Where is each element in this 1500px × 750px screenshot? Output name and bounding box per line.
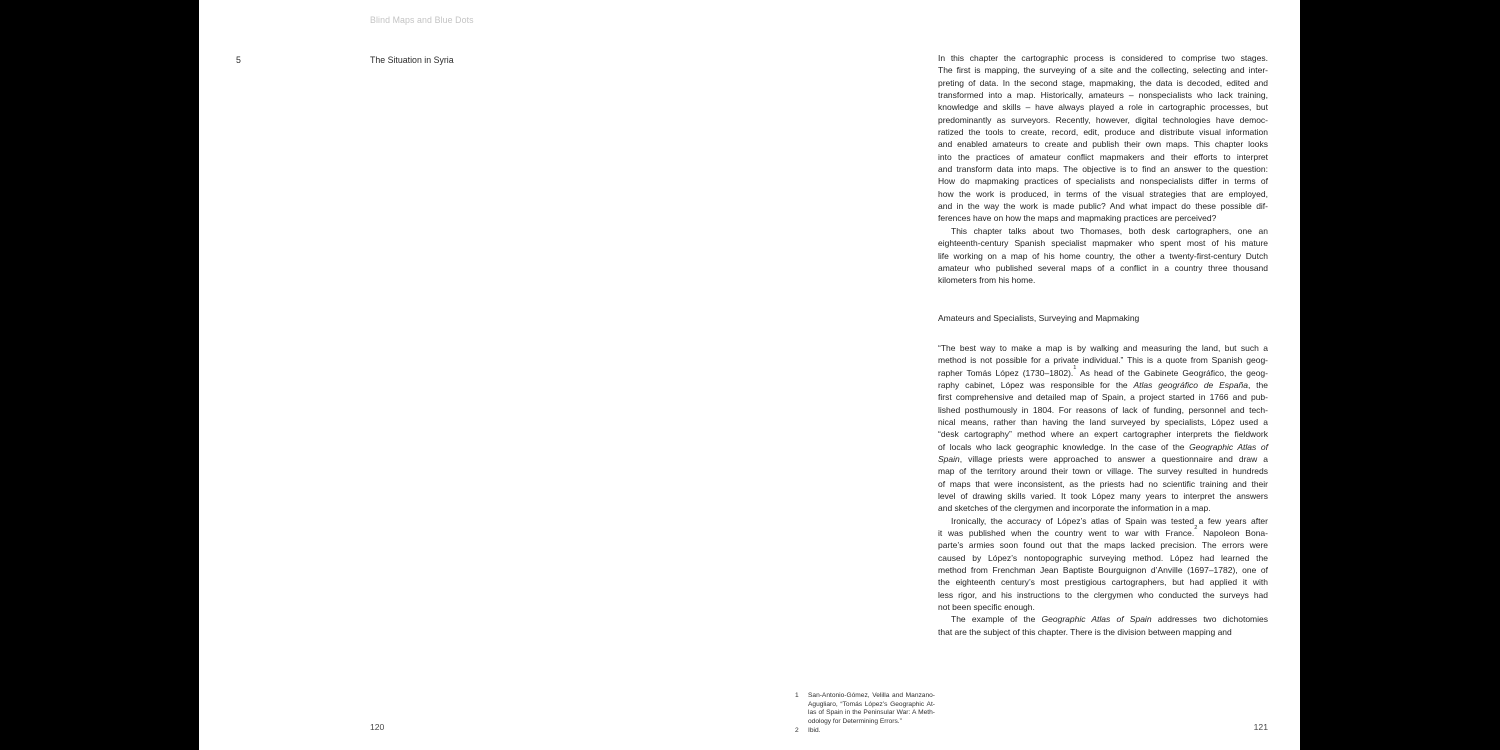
footnote-number: 1 xyxy=(795,692,799,699)
body-line: of locals who lack geographic knowledge. In the case of the Geographic Atlas of xyxy=(938,441,1268,452)
body-line: Spain, village priests were approached to answer a questionnaire and draw a xyxy=(938,453,1268,464)
body-line: map of the territory around their town or village. The survey resulted in hundreds xyxy=(938,466,1268,477)
body-paragraph xyxy=(938,515,1268,614)
body-line: and enabled amateurs to create and publish their own maps. This chapter looks xyxy=(938,139,1268,150)
body-line: This chapter talks about two Thomases, both desk cartographers, one an xyxy=(951,225,1268,236)
body-line: In this chapter the cartographic process is considered to comprise two stages. xyxy=(938,53,1268,63)
footnote-line: Ibid. xyxy=(808,726,821,734)
body-line: and transform data into maps. The objective is to find an answer to the question: xyxy=(938,164,1268,175)
footnote-line: odology for Determining Errors.” xyxy=(808,718,902,726)
body-column xyxy=(938,52,1268,638)
body-line: transformed into a map. Historically, amateurs – nonspecialists who lack training, xyxy=(938,90,1268,101)
body-line: ferences have on how the maps and mapmaking practices are perceived? xyxy=(938,213,1217,224)
footnote-line: las of Spain in the Peninsular War: A Meth- xyxy=(808,709,935,717)
body-line: raphy cabinet, López was responsible for the Atlas geográfico de España, the xyxy=(938,379,1269,390)
body-line: rapher Tomás López (1730–1802).$^1$ As head of the Gabinete Geográfico, the geog- xyxy=(938,364,1268,378)
body-line: and in the way the work is made public? And what impact do these possible dif- xyxy=(938,201,1268,212)
body-paragraph xyxy=(938,225,1268,287)
body-line: “The best way to make a map is by walking and measuring the land, but such a xyxy=(938,342,1268,353)
body-line: the eighteenth century’s most prestigious cartographers, but had applied it with xyxy=(938,577,1268,588)
footnote-line: Agugliaro, “Tomás López’s Geographic At- xyxy=(808,700,935,708)
body-line: amateur who published several maps of a conflict in a country three thousand xyxy=(938,262,1268,273)
body-line: and sketches of the clergymen and incorporate the information in a map. xyxy=(938,503,1211,514)
body-line: predominantly as surveyors. Recently, however, digital technologies have democ- xyxy=(938,114,1268,125)
right-page-number: 121 xyxy=(1253,722,1268,732)
body-line: into the practices of amateur conflict mapmakers and their efforts to interpret xyxy=(938,151,1268,162)
body-paragraph xyxy=(938,52,1268,225)
body-paragraph xyxy=(938,342,1268,515)
body-line: knowledge and skills – have always played a role in cartographic processes, but xyxy=(938,102,1268,113)
body-line: The first is mapping, the surveying of a site and the collecting, selecting and inter- xyxy=(938,65,1268,76)
body-line: that are the subject of this chapter. There is the division between mapping and xyxy=(938,626,1232,637)
body-line: “desk cartography” method where an expert cartographer interprets the fieldwork xyxy=(938,429,1268,440)
body-line: of maps that were inconsistent, as the priests had no scientific training and their xyxy=(938,478,1268,489)
running-header: Blind Maps and Blue Dots xyxy=(370,15,474,25)
body-line: method from Frenchman Jean Baptiste Bourguignon d’Anville (1697–1782), one of xyxy=(938,565,1268,576)
body-line: parte’s armies soon found out that the maps lacked precision. The errors were xyxy=(938,540,1268,551)
body-line: life working on a map of his home country, the other a twenty-first-century Dutch xyxy=(938,250,1268,261)
body-line: first comprehensive and detailed map of Spain, a project started in 1766 and pub- xyxy=(938,392,1268,403)
left-page-number: 120 xyxy=(370,722,385,732)
section-heading: Amateurs and Specialists, Surveying and Mapmaking xyxy=(938,312,1140,323)
footnote-line: San-Antonio-Gómez, Velilla and Manzano- xyxy=(808,692,935,699)
footnote xyxy=(795,727,935,736)
body-line: Ironically, the accuracy of López’s atlas of Spain was tested a few years after xyxy=(951,515,1268,526)
footnote-text xyxy=(808,727,935,736)
body-line: nical means, rather than having the land surveyed by specialists, López used a xyxy=(938,416,1268,427)
body-line: preting of data. In the second stage, mapmaking, the data is decoded, edited and xyxy=(938,77,1268,88)
body-line: method is not possible for a private individual.” This is a quote from Spanish geog- xyxy=(938,355,1268,366)
body-line: it was published when the country went to war with France.$^2$ Napoleon Bona- xyxy=(938,525,1268,539)
footnote-text xyxy=(808,692,935,727)
body-line: kilometers from his home. xyxy=(938,275,1036,286)
body-line: eighteenth-century Spanish specialist mapmaker who spent most of his mature xyxy=(938,238,1268,249)
body-line: less rigor, and his instructions to the clergymen who conducted the surveys had xyxy=(938,589,1268,600)
footnote-number: 2 xyxy=(795,726,799,734)
body-line: not been specific enough. xyxy=(938,602,1035,613)
body-line: caused by López’s nontopographic surveying method. López had learned the xyxy=(938,552,1268,563)
body-line: The example of the Geographic Atlas of Spain addresses two dichotomies xyxy=(951,614,1268,625)
footnote xyxy=(795,692,935,727)
body-line: ratized the tools to create, record, edit, produce and distribute visual information xyxy=(938,127,1268,138)
body-line: how the work is produced, in terms of the visual strategies that are employed, xyxy=(938,188,1268,199)
footnotes xyxy=(795,692,935,736)
chapter-number: 5 xyxy=(236,55,241,65)
book-spread xyxy=(199,0,1300,750)
body-line: How do mapmaking practices of specialists and nonspecialists differ in terms of xyxy=(938,176,1268,187)
chapter-title: The Situation in Syria xyxy=(370,55,454,65)
body-paragraph xyxy=(938,613,1268,638)
left-black-margin xyxy=(0,0,199,750)
right-black-margin xyxy=(1300,0,1500,750)
body-line: lished posthumously in 1804. For reasons of lack of funding, personnel and tech- xyxy=(938,404,1268,415)
body-line: level of drawing skills varied. It took López many years to interpret the answers xyxy=(938,491,1268,501)
